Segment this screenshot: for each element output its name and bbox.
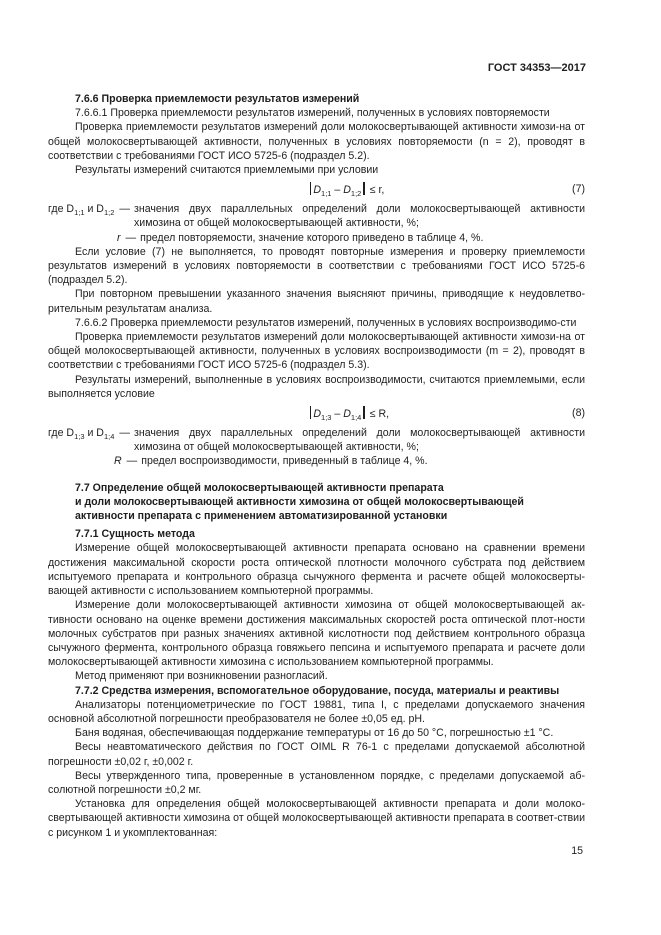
paragraph: Весы неавтоматического действия по ГОСТ OIML R 76-1 с пределами допускаемой абсолютной погрешности ±0,02 г, ±0,002 г. bbox=[48, 741, 585, 768]
paragraph: Проверка приемлемости результатов измерений доли молокосвертывающей активности химози-на от общей молокосвертывающей активности, полученных в условиях повторяемости (n = 2), проводят в соответствии с требованиями ГОСТ ИСО 5725-6 (подраздел 5.2). bbox=[48, 121, 585, 162]
definition-symbol: где $D_{1;3}$ и $D_{1;4}$ bbox=[48, 427, 115, 442]
formula-8-number: (8) bbox=[572, 407, 585, 420]
definition-text: значения двух параллельных определений доли молокосвертывающей активности химозина от общей молокосвертывающей активности, %; bbox=[134, 203, 585, 230]
paragraph: Измерение общей молокосвертывающей активности препарата основано на сравнении времени достижения максимальной скорости роста оптической плотности молочного субстрата под действием испытуемого препарата и контрольного образца сычужного фермента и расчете общей молокосверты-вающей активности с использованием компьютерной программы. bbox=[48, 542, 585, 598]
formula-8-definitions: где $D_{1;3}$ и $D_{1;4}$ — значения двух параллельных определений доли молокосвертывающей активности химозина от общей молокосвертывающей активности, %; R — предел воспроизводимости, приведенный в таблице 4, %. bbox=[48, 427, 585, 468]
page-number: 15 bbox=[571, 845, 583, 857]
section-7-6-6-1-title: 7.6.6.1 Проверка приемлемости результатов измерений, полученных в условиях повторяемости bbox=[75, 107, 550, 120]
formula-7-expression: $D_{1;1} - D_{1;2} \le r$, bbox=[308, 182, 384, 197]
formula-7-number: (7) bbox=[572, 183, 585, 196]
definition-symbol: R bbox=[114, 455, 122, 468]
section-7-7-title: 7.7 Определение общей молокосвертывающей активности препарата и доли молокосвертывающей активности химозина от общей молокосвертывающей активности препарата с применением автоматизированной установки bbox=[75, 481, 524, 523]
paragraph: Результаты измерений, выполненные в условиях воспроизводимости, считаются приемлемыми, если выполняется условие bbox=[48, 373, 585, 400]
formula-7-definitions: где $D_{1;1}$ и $D_{1;2}$ — значения двух параллельных определений доли молокосвертывающей активности химозина от общей молокосвертывающей активности, %; r — предел повторяемости, значение которого приведено в таблице 4, %. bbox=[48, 203, 585, 244]
paragraph: При повторном превышении указанного значения выясняют причины, приводящие к неудовлетво-рительным результатам анализа. bbox=[48, 288, 585, 315]
section-7-7-1-title: 7.7.1 Сущность метода bbox=[75, 528, 195, 541]
formula-7 bbox=[48, 180, 585, 199]
paragraph: Метод применяют при возникновении разногласий. bbox=[75, 670, 328, 683]
section-7-7-2-title: 7.7.2 Средства измерения, вспомогательное оборудование, посуда, материалы и реактивы bbox=[75, 684, 560, 697]
section-7-6-6-title: 7.6.6 Проверка приемлемости результатов измерений bbox=[75, 93, 360, 105]
paragraph: Измерение доли молокосвертывающей активности химозина от общей молокосвертывающей ак-тивности основано на оценке времени достижения максимальных скоростей роста оптической плот-ности молочных субстратов при разных значениях активной кислотности под действием контрольного образца сычужного фермента, контрольного образца говяжьего пепсина и испытуемого препарата и расчете доли молокосвертывающей активности химозина с использованием компьютерной программы. bbox=[48, 599, 585, 669]
section-7-6-6-2-title: 7.6.6.2 Проверка приемлемости результатов измерений, полученных в условиях воспроизводимо-сти bbox=[75, 316, 577, 329]
definition-text: предел воспроизводимости, приведенный в таблице 4, %. bbox=[141, 455, 428, 468]
paragraph: Анализаторы потенциометрические по ГОСТ 19881, типа I, с пределами допускаемого значения основной абсолютной погрешности преобразователя не более ±0,05 ед. pH. bbox=[48, 698, 585, 725]
paragraph: Проверка приемлемости результатов измерений доли молокосвертывающей активности химози-на от общей молокосвертывающей активности, полученных в условиях воспроизводимости (m = 2), проводят в соответствии с требованиями ГОСТ ИСО 5725-6 (подраздел 5.3). bbox=[48, 331, 585, 372]
paragraph: Баня водяная, обеспечивающая поддержание температуры от 16 до 50 °С, погрешностью ±1 °С. bbox=[75, 727, 554, 740]
definition-symbol: r bbox=[117, 231, 121, 244]
definition-text: предел повторяемости, значение которого приведено в таблице 4, %. bbox=[140, 231, 484, 244]
paragraph: Весы утвержденного типа, проверенные в установленном порядке, с пределами допускаемой аб-солютной погрешности ±0,2 мг. bbox=[48, 769, 585, 796]
formula-8 bbox=[48, 404, 585, 423]
paragraph: Если условие (7) не выполняется, то проводят повторные измерения и проверку приемлемости результатов измерений в условиях повторяемости в соответствии с требованиями ГОСТ ИСО 5725-6 (подраздел 5.2). bbox=[48, 245, 585, 287]
paragraph: Результаты измерений считаются приемлемыми при условии bbox=[75, 164, 379, 177]
paragraph: Установка для определения общей молокосвертывающей активности препарата и доли молоко-свертывающей активности химозина от общей молокосвертывающей активности препарата в соответ-ствии с рисунком 1 и укомплектованная: bbox=[48, 798, 585, 839]
page-body bbox=[48, 92, 585, 840]
definition-symbol: где $D_{1;1}$ и $D_{1;2}$ bbox=[48, 203, 115, 218]
formula-8-expression: $D_{1;3} - D_{1;4} \le R$, bbox=[308, 406, 389, 421]
definition-text: значения двух параллельных определений доли молокосвертывающей активности химозина от общей молокосвертывающей активности, %; bbox=[134, 427, 585, 454]
standard-header: ГОСТ 34353—2017 bbox=[487, 62, 586, 74]
